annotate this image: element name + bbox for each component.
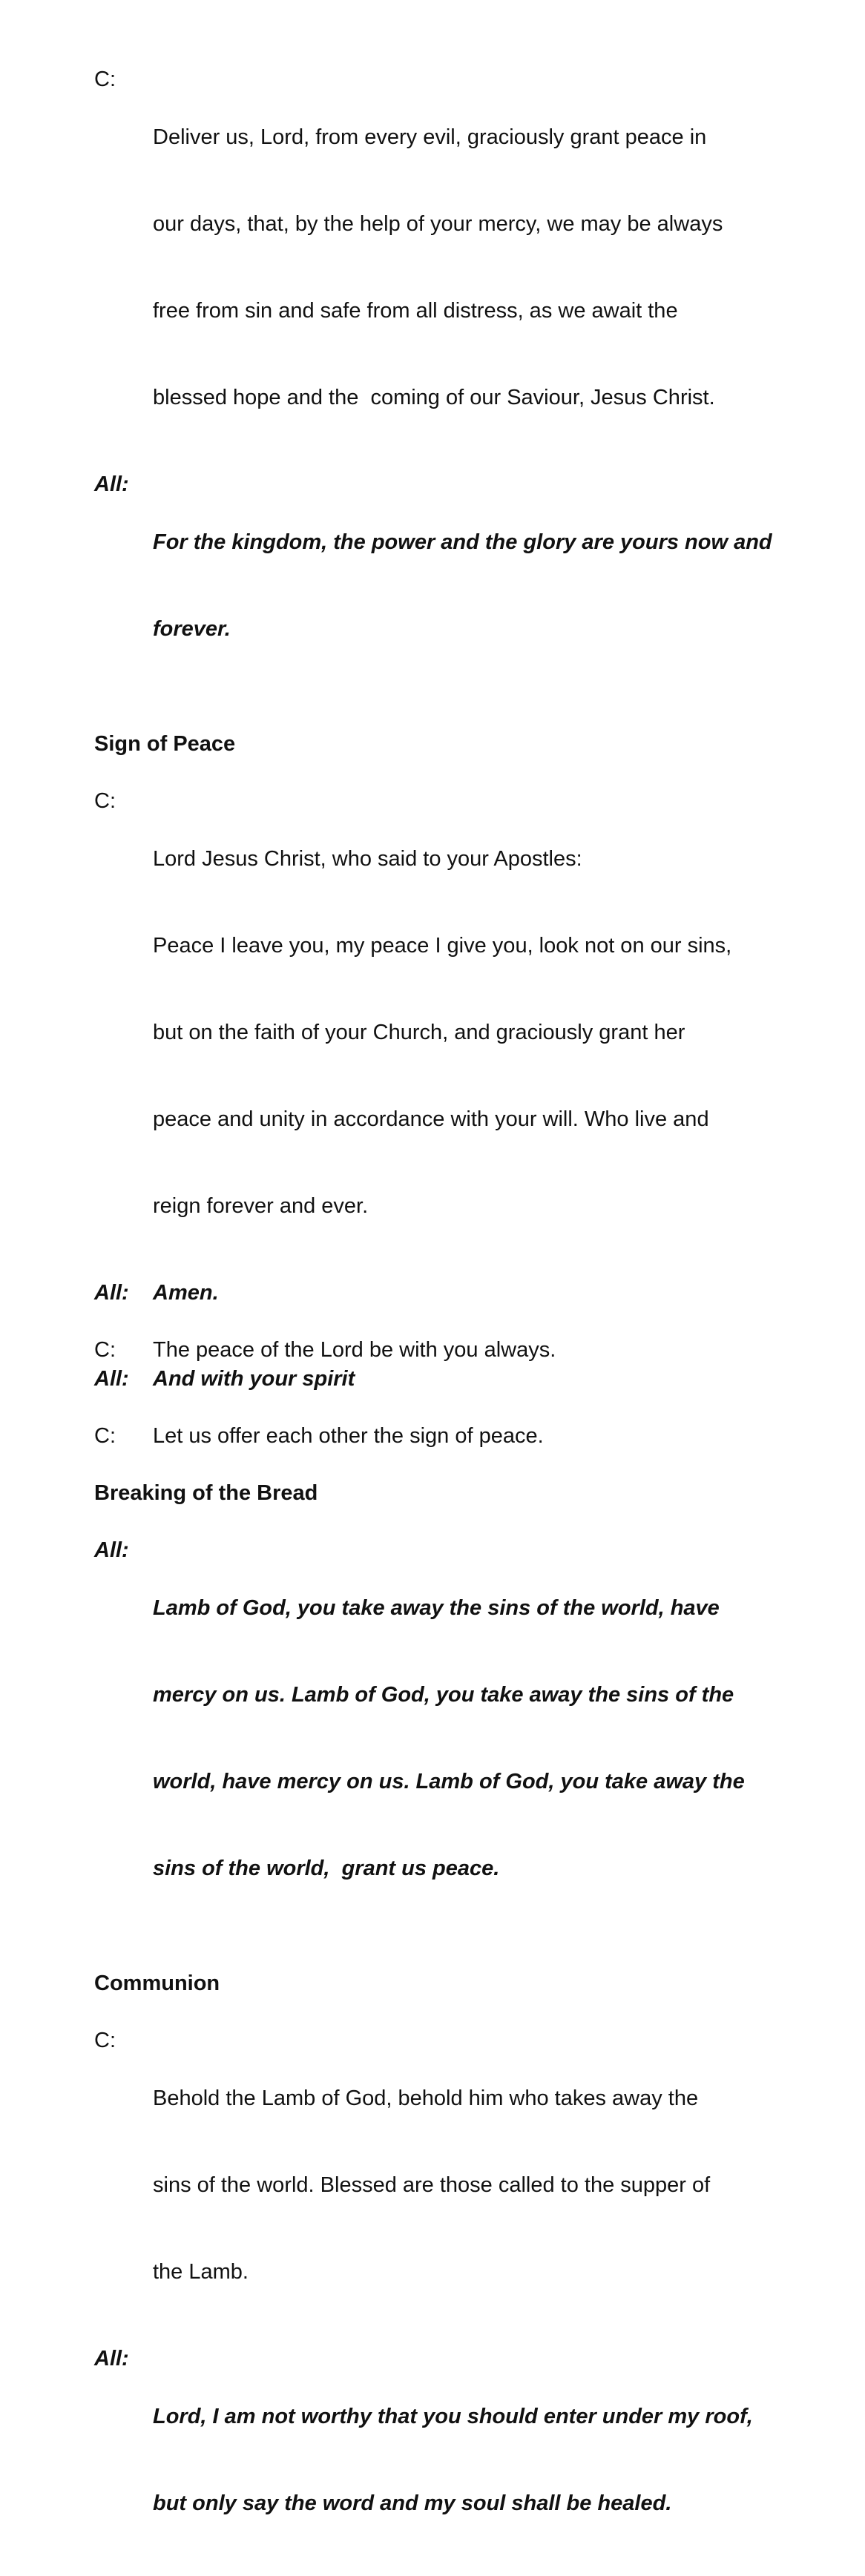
congregation-response (94, 1279, 799, 1308)
text-line: world, have mercy on us. Lamb of God, you take away the (153, 1770, 745, 1793)
text-line: Behold the Lamb of God, behold him who takes away the (153, 2086, 699, 2110)
prayer-text (153, 65, 799, 470)
section-heading-communion: Communion (94, 1971, 220, 1995)
text-line: free from sin and safe from all distress, as we await the (153, 299, 678, 323)
text-line: reign forever and ever. (153, 1194, 369, 1218)
speaker-label: C: (94, 1338, 116, 1362)
text-line: Lamb of God, you take away the sins of the world, have (153, 1596, 720, 1620)
text-line: mercy on us. Lamb of God, you take away the sins of the (153, 1683, 734, 1707)
liturgy-page (94, 65, 799, 2576)
response-text: Amen. (153, 1281, 219, 1305)
celebrant-prayer (94, 787, 799, 1279)
speaker-label: C: (94, 67, 116, 91)
speaker-label: All: (94, 472, 129, 496)
prayer-text (153, 787, 799, 1279)
speaker-label: All: (94, 2347, 129, 2371)
speaker-label: All: (94, 1538, 129, 1562)
section-heading-sign-of-peace: Sign of Peace (94, 732, 236, 756)
congregation-response (94, 1365, 799, 1394)
section-heading-breaking-of-the-bread: Breaking of the Bread (94, 1481, 318, 1505)
speaker-label: C: (94, 2029, 116, 2052)
text-line: but on the faith of your Church, and graciously grant her (153, 1021, 685, 1044)
speaker-label: C: (94, 1424, 116, 1448)
text-line: our days, that, by the help of your mercy, we may be always (153, 212, 723, 236)
congregation-response (94, 1536, 799, 1941)
text-line: the Lamb. (153, 2260, 249, 2284)
celebrant-prayer (94, 2026, 799, 2345)
response-text (153, 2345, 799, 2576)
response-text (153, 1536, 799, 1941)
celebrant-prayer (94, 65, 799, 470)
text-line: Peace I leave you, my peace I give you, look not on our sins, (153, 934, 732, 958)
response-text: And with your spirit (153, 1367, 355, 1391)
congregation-response (94, 470, 799, 702)
prayer-text (153, 2026, 799, 2345)
speaker-label: C: (94, 789, 116, 813)
prayer-text: The peace of the Lord be with you always. (153, 1338, 556, 1362)
celebrant-line (94, 1422, 799, 1451)
text-line: sins of the world. Blessed are those called to the supper of (153, 2173, 711, 2197)
text-line: forever. (153, 617, 231, 641)
text-line: sins of the world, grant us peace. (153, 1857, 500, 1880)
text-line: Lord Jesus Christ, who said to your Apostles: (153, 847, 582, 871)
text-line: Deliver us, Lord, from every evil, graciously grant peace in (153, 125, 707, 149)
congregation-response (94, 2345, 799, 2576)
response-text (153, 470, 799, 702)
prayer-text: Let us offer each other the sign of peace. (153, 1424, 544, 1448)
speaker-label: All: (94, 1367, 129, 1391)
text-line: Lord, I am not worthy that you should enter under my roof, (153, 2405, 753, 2428)
text-line: For the kingdom, the power and the glory are yours now and (153, 530, 772, 554)
text-line: peace and unity in accordance with your will. Who live and (153, 1107, 709, 1131)
speaker-label: All: (94, 1281, 129, 1305)
celebrant-line (94, 1336, 799, 1365)
text-line: blessed hope and the coming of our Saviour, Jesus Christ. (153, 386, 715, 409)
text-line: but only say the word and my soul shall be healed. (153, 2491, 672, 2515)
